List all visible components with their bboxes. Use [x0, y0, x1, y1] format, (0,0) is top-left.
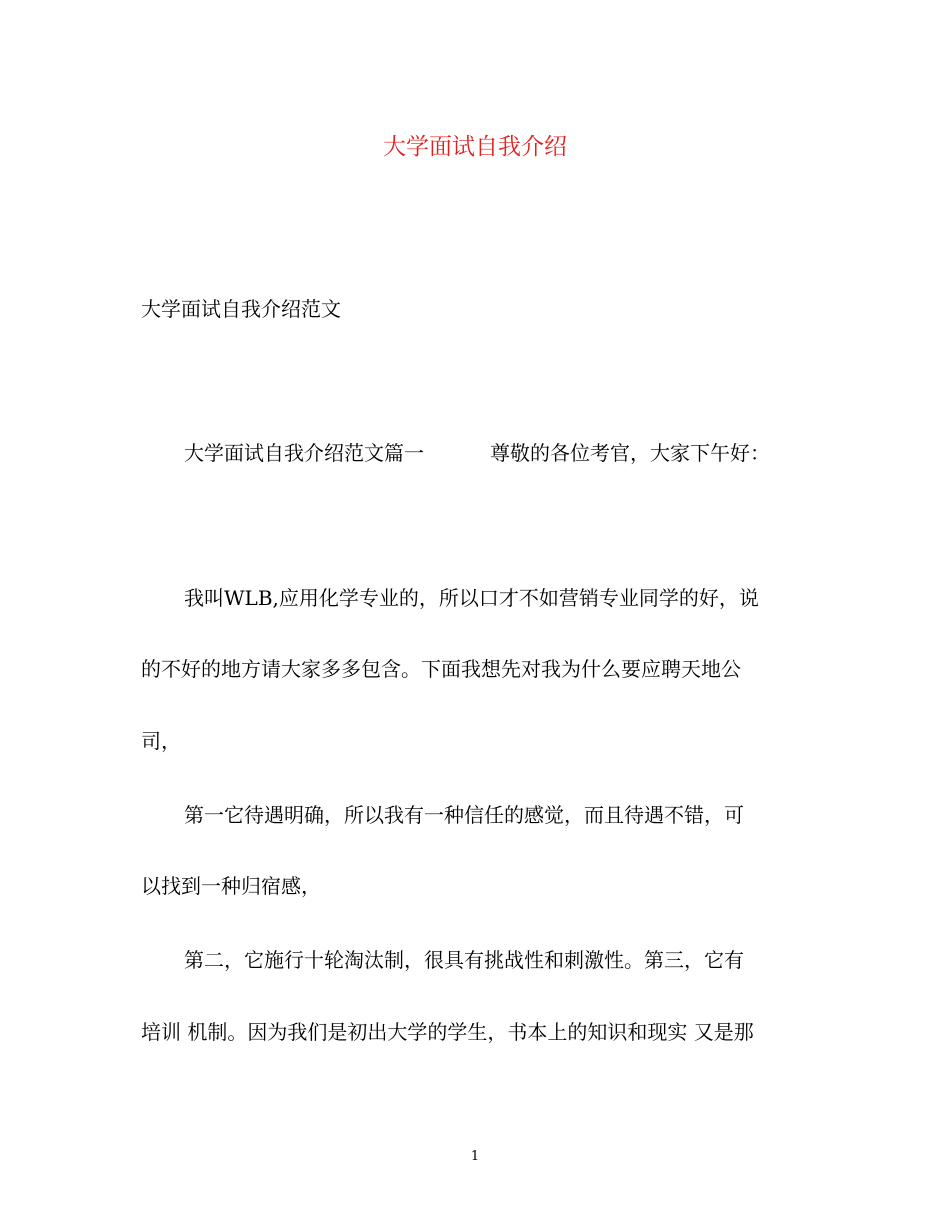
document-subtitle: 大学面试自我介绍范文	[141, 297, 341, 321]
paragraph-2-line-1: 第一它待遇明确，所以我有一种信任的感觉，而且待遇不错，可	[184, 803, 744, 827]
paragraph-1-line-2: 的不好的地方请大家多多包含。下面我想先对我为什么要应聘天地公	[141, 657, 741, 681]
paragraph-3-line-1: 第二，它施行十轮淘汰制，很具有挑战性和刺激性。第三，它有	[184, 948, 744, 972]
page-number: 1	[470, 1149, 480, 1164]
paragraph-2-line-2: 以找到一种归宿感，	[141, 874, 321, 898]
paragraph-3-line-2: 培训 机制。因为我们是初出大学的学生，书本上的知识和现实 又是那	[141, 1020, 754, 1044]
paragraph-1-line-3: 司，	[141, 729, 181, 753]
paragraph-1-line-1: 我叫WLB,应用化学专业的，所以口才不如营销专业同学的好，说	[184, 586, 759, 610]
section-heading-label: 大学面试自我介绍范文篇一	[184, 441, 424, 465]
document-title: 大学面试自我介绍	[383, 134, 567, 160]
greeting-text: 尊敬的各位考官，大家下午好：	[490, 441, 770, 465]
